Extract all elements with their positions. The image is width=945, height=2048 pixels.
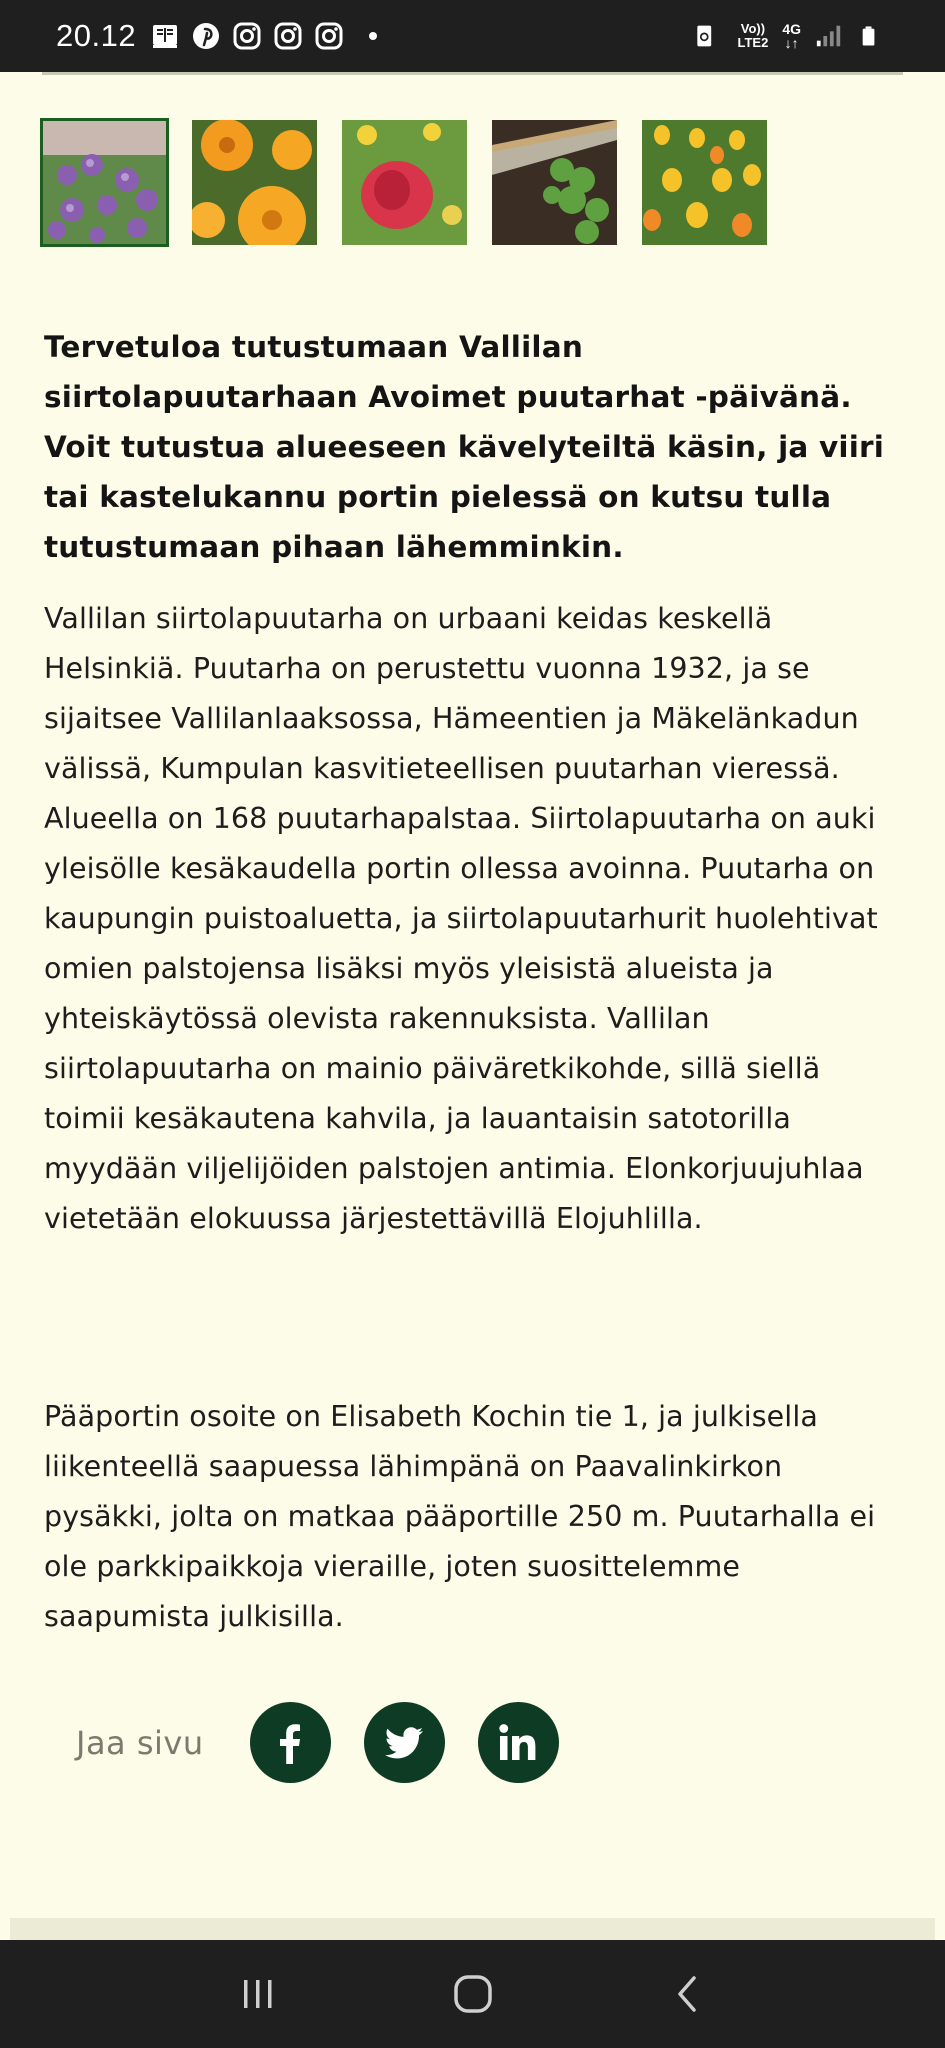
volte-label: Vo)) LTE2: [737, 21, 769, 50]
book-icon: [150, 21, 180, 51]
share-section: [76, 1702, 592, 1783]
description-paragraph: Vallilan siirtolapuutarha on urbaani keidas keskellä Helsinkiä. Puutarha on perustettu vuonna 1932, ja se sijaitsee Vallilanlaaksossa, Hämeentien ja Mäkelänkadun välissä, Kumpulan kasvitieteellisen puutarhan vieressä. Alueella on 168 puutarhapalstaa. Siirtolapuutarha on auki yleisölle kesäkaudella portin ollessa avoinna. Puutarha on kaupungin puistoaluetta, ja siirtolapuutarhurit huolehtivat omien palstojensa lisäksi myös yleisistä alueista ja yhteiskäytössä olevista rakennuksista. Vallilan siirtolapuutarha on mainio päiväretkikohde, sillä siellä toimii kesäkautena kahvila, ja lauantaisin satotorilla myydään viljelijöiden palstojen antimia. Elonkorjuujuhlaa vietetään elokuussa järjestettävillä Elojuhlilla.: [44, 602, 878, 1235]
back-icon: [666, 1972, 710, 2016]
instagram-icon: [232, 21, 262, 51]
instagram-icon: [273, 21, 303, 51]
system-icons: [693, 21, 889, 51]
image-gallery: [42, 120, 767, 245]
facebook-share-button[interactable]: [250, 1702, 331, 1783]
instagram-icon: [314, 21, 344, 51]
thumbnail-poppy[interactable]: [342, 120, 467, 245]
thumbnail-chives[interactable]: [42, 120, 167, 245]
recycle-icon: [693, 21, 723, 51]
system-navigation-bar: [0, 1940, 945, 2048]
thumbnail-calendula[interactable]: [192, 120, 317, 245]
back-button[interactable]: [658, 1964, 718, 2024]
footer-strip: [10, 1918, 935, 1940]
twitter-share-button[interactable]: [364, 1702, 445, 1783]
status-time: 20.12: [56, 18, 137, 53]
signal-icon: [815, 21, 845, 51]
pinterest-icon: [191, 21, 221, 51]
twitter-icon: [381, 1720, 427, 1766]
status-bar: [0, 0, 945, 72]
recent-apps-button[interactable]: [228, 1964, 288, 2024]
linkedin-icon: [495, 1720, 541, 1766]
notification-dot: [369, 32, 377, 40]
network-type: 4G ↓↑: [782, 21, 801, 51]
thumbnail-tulips[interactable]: [642, 120, 767, 245]
facebook-icon: [267, 1720, 313, 1766]
notification-icons: [150, 21, 377, 51]
home-icon: [451, 1972, 495, 2016]
battery-icon: [859, 21, 889, 51]
thumbnail-vegetable-bed[interactable]: [492, 120, 617, 245]
intro-text: Tervetuloa tutustumaan Vallilan siirtolapuutarhaan Avoimet puutarhat -päivänä. Voit tutustua alueeseen kävelyteiltä käsin, ja viiri tai kastelukannu portin pielessä on kutsu tulla tutustumaan pihaan lähemminkin.: [44, 330, 885, 564]
home-button[interactable]: [443, 1964, 503, 2024]
recent-apps-icon: [236, 1972, 280, 2016]
share-label: Jaa sivu: [76, 1723, 204, 1762]
directions-paragraph: Pääportin osoite on Elisabeth Kochin tie 1, ja julkisella liikenteellä saapuessa lähimpänä on Paavalinkirkon pysäkki, jolta on matkaa pääportille 250 m. Puutarhalla ei ole parkkipaikkoja vieraille, joten suosittelemme saapumista julkisilla.: [44, 1400, 876, 1633]
header-divider: [42, 72, 903, 75]
linkedin-share-button[interactable]: [478, 1702, 559, 1783]
